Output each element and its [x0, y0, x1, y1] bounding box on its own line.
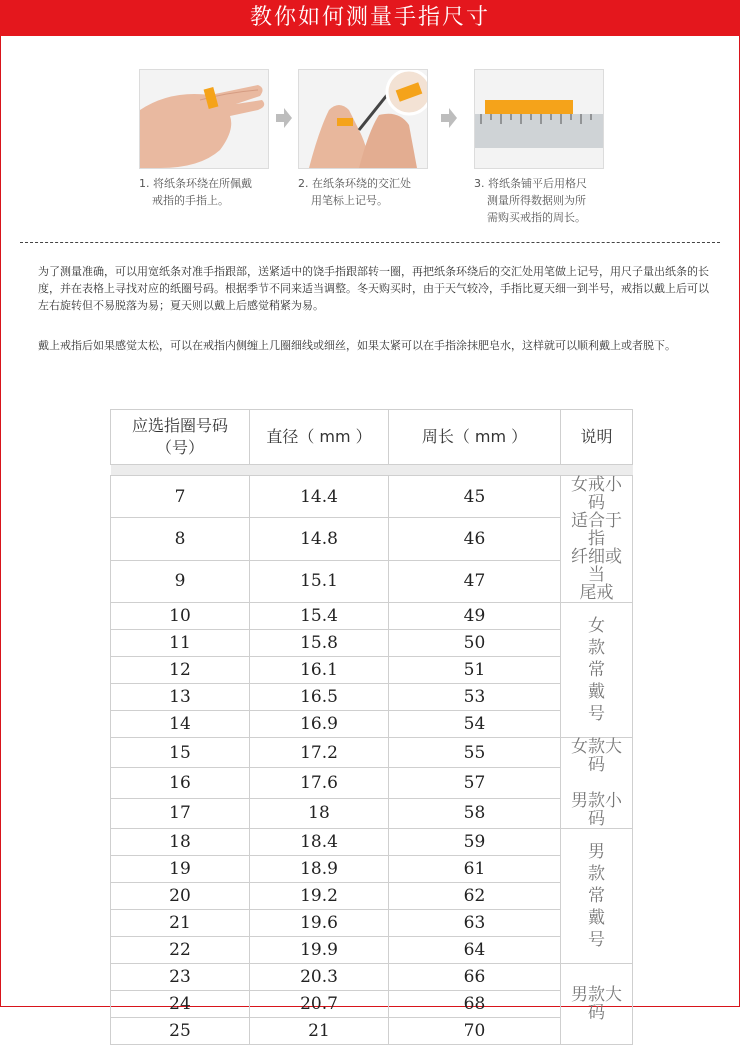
size-column-header	[111, 410, 250, 465]
step1-image	[139, 69, 269, 169]
note-cell	[561, 964, 633, 1045]
table-row	[111, 768, 633, 798]
note-text: 款	[588, 638, 605, 658]
circumference-cell: 58	[389, 798, 561, 828]
diameter-cell: 14.4	[250, 476, 389, 518]
note-text: 纤细或当	[571, 547, 622, 585]
circumference-cell: 62	[389, 883, 561, 910]
caption-line: 测量所得数据则为所	[487, 194, 586, 207]
step1-caption	[139, 175, 252, 209]
caption-line: 1. 将纸条环绕在所佩戴	[139, 177, 252, 190]
size-cell: 21	[111, 910, 250, 937]
step2-caption	[298, 175, 411, 209]
caption-line: 用笔标上记号。	[311, 194, 388, 207]
diameter-column-header: 直径（ mm ）	[250, 410, 389, 465]
table-row	[111, 798, 633, 828]
arrow-right-icon	[276, 108, 292, 128]
table-row	[111, 657, 633, 684]
size-cell: 18	[111, 829, 250, 856]
circumference-cell: 55	[389, 738, 561, 768]
diameter-cell: 18	[250, 798, 389, 828]
table-row	[111, 684, 633, 711]
circumference-cell: 66	[389, 964, 561, 991]
size-cell: 12	[111, 657, 250, 684]
diameter-cell: 17.6	[250, 768, 389, 798]
circumference-cell: 70	[389, 1018, 561, 1045]
note-text: 男款小码	[571, 791, 622, 829]
note-text: 女款大码	[571, 737, 622, 775]
note-cell	[561, 476, 633, 603]
diameter-cell: 16.1	[250, 657, 389, 684]
table-row	[111, 476, 633, 518]
note-text: 适合于指	[571, 511, 622, 549]
size-cell: 13	[111, 684, 250, 711]
header-text: 应选指圈号码	[131, 416, 228, 435]
table-row	[111, 630, 633, 657]
size-cell: 16	[111, 768, 250, 798]
note-text: 号	[588, 930, 605, 950]
note-text: 女戒小码	[571, 475, 622, 513]
size-cell: 19	[111, 856, 250, 883]
diameter-cell: 21	[250, 1018, 389, 1045]
caption-line: 需购买戒指的周长。	[487, 211, 586, 224]
caption-line: 2. 在纸条环绕的交汇处	[298, 177, 411, 190]
table-row	[111, 856, 633, 883]
circumference-cell: 64	[389, 937, 561, 964]
circumference-cell: 61	[389, 856, 561, 883]
size-cell: 20	[111, 883, 250, 910]
note-text: 男款大码	[571, 985, 622, 1023]
table-row	[111, 964, 633, 991]
note-text: 尾戒	[579, 583, 614, 603]
diameter-cell: 15.8	[250, 630, 389, 657]
size-cell: 11	[111, 630, 250, 657]
circumference-column-header: 周长（ mm ）	[389, 410, 561, 465]
table-row	[111, 603, 633, 630]
table-header-row	[111, 410, 633, 465]
table-row	[111, 518, 633, 560]
step3-image	[474, 69, 604, 169]
diameter-cell: 18.9	[250, 856, 389, 883]
note-text: 男	[588, 842, 605, 862]
note-cell	[561, 738, 633, 829]
note-text: 常	[588, 660, 605, 680]
diameter-cell: 19.9	[250, 937, 389, 964]
note-cell	[561, 603, 633, 738]
circumference-cell: 51	[389, 657, 561, 684]
ring-size-table	[110, 409, 633, 1045]
caption-line: 3. 将纸条铺平后用格尺	[474, 177, 587, 190]
diameter-cell: 20.7	[250, 991, 389, 1018]
circumference-cell: 68	[389, 991, 561, 1018]
instruction-paragraph-1: 为了测量准确，可以用宽纸条对准手指跟部，送紧适中的饶手指跟部转一圈，再把纸条环绕后的交汇处用笔做上记号，用尺子量出纸条的长度，并在表格上寻找对应的纸圈号码。根据季节不同来适当调整。冬天购买时，由于天气较冷，手指比夏天细一到半号，戒指以戴上后可以左右旋转但不易脱落为易；夏天则以戴上后感觉稍紧为易。	[38, 265, 709, 312]
page-title: 教你如何测量手指尺寸	[0, 0, 740, 36]
diameter-cell: 16.9	[250, 711, 389, 738]
circumference-cell: 50	[389, 630, 561, 657]
size-cell: 7	[111, 476, 250, 518]
circumference-cell: 53	[389, 684, 561, 711]
size-cell: 25	[111, 1018, 250, 1045]
note-text: 女	[588, 616, 605, 636]
note-column-header: 说明	[561, 410, 633, 465]
circumference-cell: 45	[389, 476, 561, 518]
table-row	[111, 1018, 633, 1045]
table-row	[111, 991, 633, 1018]
step3-caption	[474, 175, 587, 226]
note-text: 戴	[588, 908, 605, 928]
diameter-cell: 15.1	[250, 560, 389, 602]
size-cell: 10	[111, 603, 250, 630]
arrow-right-icon	[441, 108, 457, 128]
table-row	[111, 829, 633, 856]
size-cell: 17	[111, 798, 250, 828]
table-row	[111, 711, 633, 738]
diameter-cell: 19.6	[250, 910, 389, 937]
table-row	[111, 883, 633, 910]
size-cell: 8	[111, 518, 250, 560]
size-cell: 23	[111, 964, 250, 991]
size-cell: 14	[111, 711, 250, 738]
note-text: 戴	[588, 682, 605, 702]
caption-line: 戒指的手指上。	[152, 194, 229, 207]
diameter-cell: 20.3	[250, 964, 389, 991]
note-text: 款	[588, 864, 605, 884]
dashed-divider	[20, 242, 720, 243]
size-cell: 22	[111, 937, 250, 964]
size-cell: 24	[111, 991, 250, 1018]
diameter-cell: 15.4	[250, 603, 389, 630]
circumference-cell: 49	[389, 603, 561, 630]
circumference-cell: 54	[389, 711, 561, 738]
table-row	[111, 738, 633, 768]
diameter-cell: 19.2	[250, 883, 389, 910]
diameter-cell: 14.8	[250, 518, 389, 560]
table-row	[111, 560, 633, 602]
diameter-cell: 17.2	[250, 738, 389, 768]
circumference-cell: 59	[389, 829, 561, 856]
circumference-cell: 63	[389, 910, 561, 937]
diameter-cell: 18.4	[250, 829, 389, 856]
note-text: 常	[588, 886, 605, 906]
table-row	[111, 937, 633, 964]
circumference-cell: 57	[389, 768, 561, 798]
table-row	[111, 910, 633, 937]
instruction-paragraph-2: 戴上戒指后如果感觉太松，可以在戒指内侧缠上几圈细线或细丝，如果太紧可以在手指涂抹肥皂水，这样就可以顺利戴上或者脱下。	[38, 339, 676, 352]
size-cell: 15	[111, 738, 250, 768]
note-cell	[561, 829, 633, 964]
size-cell: 9	[111, 560, 250, 602]
diameter-cell: 16.5	[250, 684, 389, 711]
step2-image	[298, 69, 428, 169]
circumference-cell: 46	[389, 518, 561, 560]
header-separator	[111, 465, 633, 476]
circumference-cell: 47	[389, 560, 561, 602]
header-text: （号）	[155, 438, 204, 457]
note-text: 号	[588, 704, 605, 724]
